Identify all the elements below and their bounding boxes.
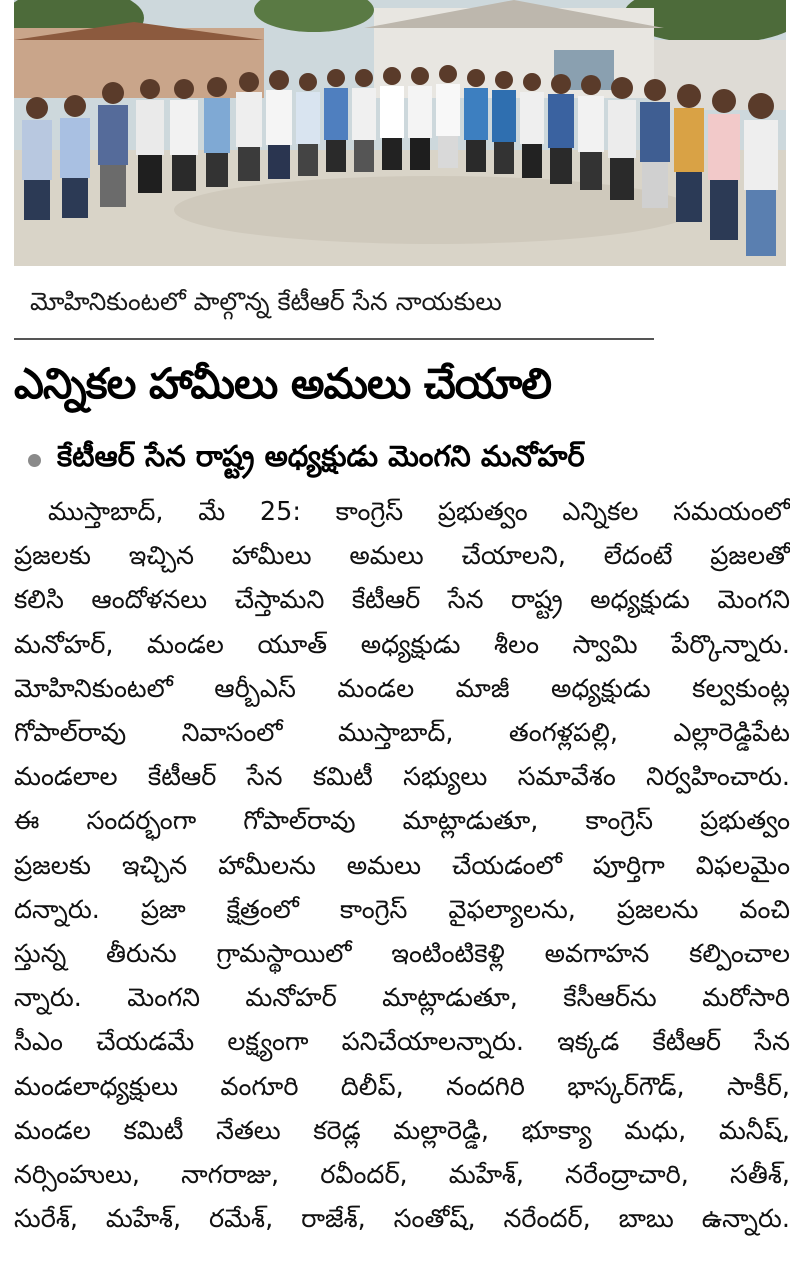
article-subheadline bbox=[14, 432, 794, 488]
article-headline: ఎన్నికల హామీలు అమలు చేయాలి bbox=[14, 359, 552, 408]
body-line: నర్సింహులు, నాగరాజు, రవీందర్, మహేశ్, నరేంద్రాచారి, సతీశ్, bbox=[14, 1160, 790, 1191]
body-line: గోపాల్‌రావు నివాసంలో ముస్తాబాద్, తంగళ్లపల్లి, ఎల్లారెడ్డిపేట bbox=[14, 718, 790, 749]
body-line: కలిసి ఆందోళనలు చేస్తామని కేటీఆర్ సేన రాష్ట్ర అధ్యక్షుడు మెంగని bbox=[14, 585, 790, 616]
subheadline-text: కేటీఆర్ సేన రాష్ట్ర అధ్యక్షుడు మెంగని మనోహర్ bbox=[57, 439, 585, 473]
group-photo-icon bbox=[14, 0, 786, 266]
photo-caption: మోహినికుంటలో పాల్గొన్న కేటీఆర్ సేన నాయకులు bbox=[30, 287, 502, 316]
body-line: సీఎం చేయడమే లక్ష్యంగా పనిచేయాలన్నారు. ఇక్కడ కేటీఆర్ సేన bbox=[14, 1027, 790, 1058]
bullet-icon bbox=[28, 454, 41, 467]
body-line: ప్రజలకు ఇచ్చిన హామీలను అమలు చేయడంలో పూర్తిగా విఫలమైం bbox=[14, 850, 790, 881]
article-body bbox=[14, 490, 790, 1241]
body-line: ప్రజలకు ఇచ్చిన హామీలు అమలు చేయాలని, లేదంటే ప్రజలతో bbox=[14, 541, 790, 572]
body-line: మండల కమిటీ నేతలు కరెడ్ల మల్లారెడ్డి, భూక్యా మధు, మనీష్, bbox=[14, 1115, 790, 1146]
body-line: మండలాధ్యక్షులు వంగూరి దిలీప్, నందగిరి భాస్కర్‌గౌడ్, సాకీర్, bbox=[14, 1071, 790, 1102]
body-line: న్నారు. మెంగని మనోహర్ మాట్లాడుతూ, కేసీఆర్‌ను మరోసారి bbox=[14, 983, 790, 1014]
body-line: మోహినికుంటలో ఆర్బీఎస్ మండల మాజీ అధ్యక్షుడు కల్వకుంట్ల bbox=[14, 673, 790, 704]
body-line: దన్నారు. ప్రజా క్షేత్రంలో కాంగ్రెస్ వైఫల్యాలను, ప్రజలను వంచి bbox=[14, 894, 790, 925]
body-line: మండలాల కేటీఆర్ సేన కమిటీ సభ్యులు సమావేశం నిర్వహించారు. bbox=[14, 762, 790, 793]
body-line: మనోహర్, మండల యూత్ అధ్యక్షుడు శీలం స్వామి పేర్కొన్నారు. bbox=[14, 629, 790, 660]
body-line: సురేశ్, మహేశ్, రమేశ్, రాజేశ్, సంతోష్, నరేందర్, బాబు ఉన్నారు. bbox=[14, 1204, 790, 1235]
body-line: ముస్తాబాద్, మే 25: కాంగ్రెస్ ప్రభుత్వం ఎన్నికల సమయంలో bbox=[48, 497, 790, 527]
body-line: స్తున్న తీరును గ్రామస్థాయిలో ఇంటింటికెళ్లి అవగాహన కల్పించాల bbox=[14, 939, 790, 970]
group-photo bbox=[14, 0, 786, 266]
caption-divider bbox=[14, 338, 654, 340]
body-line: ఈ సందర్భంగా గోపాల్‌రావు మాట్లాడుతూ, కాంగ్రెస్ ప్రభుత్వం bbox=[14, 806, 790, 837]
